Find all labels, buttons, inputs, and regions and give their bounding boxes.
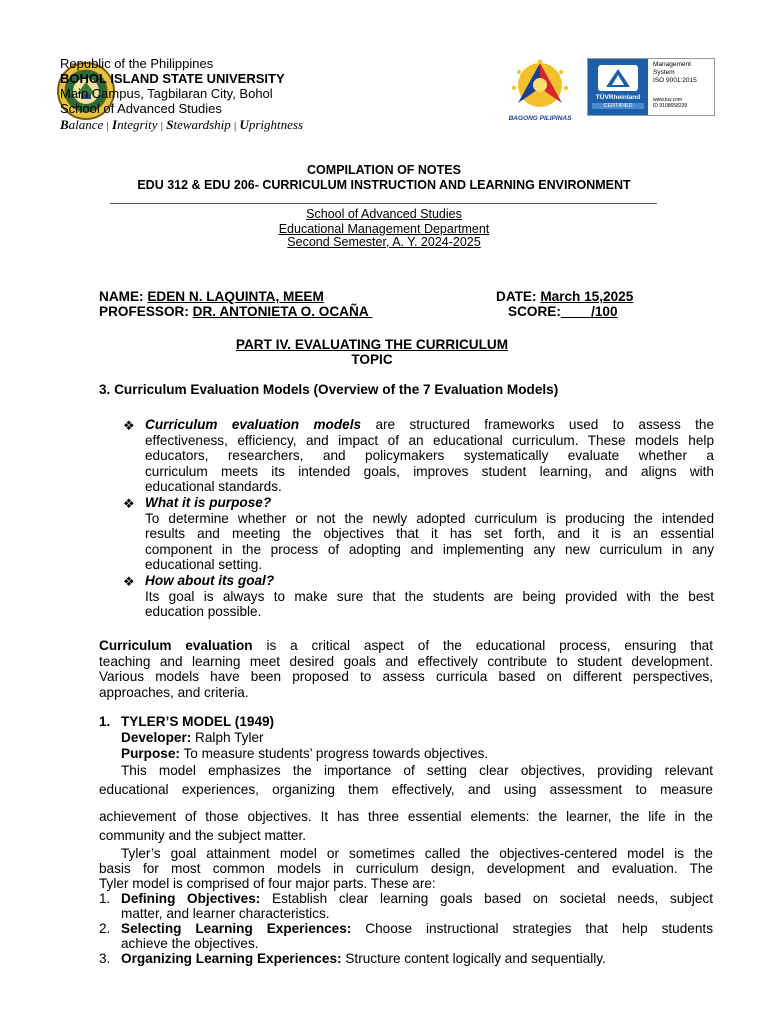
tuv-url: www.tuv.com xyxy=(653,97,683,103)
part-topic: TOPIC xyxy=(351,352,393,367)
tyler-p2-l2: basis for most common models in curriculum design, development and evaluation. The xyxy=(99,861,713,876)
tyler-p1-l2: educational experiences, organizing them effectively, and using assessment to measure xyxy=(99,782,713,797)
tyler-part-num: 1. xyxy=(99,891,111,906)
tyler-part-num: 2. xyxy=(99,921,111,936)
tyler-part-2-l2: achieve the objectives. xyxy=(121,936,259,951)
tyler-p2-l1: Tyler’s goal attainment model or sometimes called the objectives-centered model is the xyxy=(121,846,713,861)
dept-line-2: Educational Management Department xyxy=(278,222,490,236)
tyler-part-1: Defining Objectives: Establish clear learning goals based on societal needs, subject xyxy=(121,891,713,906)
bullet-diamond-icon: ❖ xyxy=(123,496,135,511)
tyler-part-2: Selecting Learning Experiences: Choose instructional strategies that help students xyxy=(121,921,713,936)
tyler-p1-l1: This model emphasizes the importance of setting clear objectives, providing relevant xyxy=(121,763,713,778)
tuv-line2: System xyxy=(653,69,675,76)
name-label: NAME: xyxy=(99,289,144,304)
bullet-diamond-icon: ❖ xyxy=(123,574,135,589)
tuv-certified: CERTIFIED xyxy=(592,103,644,109)
motto: Balance | Integrity | Stewardship | Uprightness xyxy=(60,117,304,132)
tuv-certification-logo xyxy=(587,58,715,116)
part-title: PART IV. EVALUATING THE CURRICULUM xyxy=(235,337,509,352)
bullet-diamond-icon: ❖ xyxy=(123,418,135,433)
score-value: /100 xyxy=(591,304,618,319)
tyler-part-1-l2: matter, and learner characteristics. xyxy=(121,906,330,921)
score-label: SCORE: xyxy=(508,304,561,319)
title-divider xyxy=(110,203,657,204)
date-row xyxy=(496,289,633,304)
tyler-num: 1. xyxy=(99,714,111,729)
bagong-pilipinas-logo xyxy=(500,58,580,122)
tuv-brand: TÜVRheinland xyxy=(595,94,641,101)
bullet-3: How about its goal? Its goal is always to make sure that the students are being provided with the best education possible. xyxy=(145,573,714,620)
tyler-p1-l3: achievement of those objectives. It has three essential elements: the learner, the life in the xyxy=(99,809,713,824)
tyler-developer: Developer: Ralph Tyler xyxy=(121,730,264,745)
tyler-p1-l4: community and the subject matter. xyxy=(99,828,307,843)
tuv-id: ID 9108658239 xyxy=(653,103,688,109)
tuv-line3: ISO 9001:2015 xyxy=(653,77,697,84)
name-row xyxy=(99,289,324,304)
school-text: School of Advanced Studies xyxy=(60,101,222,116)
campus-text: Main Campus, Tagbilaran City, Bohol xyxy=(60,86,273,101)
university-name: BOHOL ISLAND STATE UNIVERSITY xyxy=(60,71,285,86)
republic-text: Republic of the Philippines xyxy=(60,56,214,71)
tyler-purpose: Purpose: To measure students’ progress towards objectives. xyxy=(121,746,489,761)
name-value: EDEN N. LAQUINTA, MEEM xyxy=(147,289,324,304)
tyler-part-num: 3. xyxy=(99,951,111,966)
professor-value: DR. ANTONIETA O. OCAÑA xyxy=(192,304,369,319)
dept-line-1: School of Advanced Studies xyxy=(306,207,462,221)
tyler-heading: TYLER’S MODEL (1949) xyxy=(121,714,275,729)
date-label: DATE: xyxy=(496,289,537,304)
dept-line-3: Second Semester, A. Y. 2024-2025 xyxy=(287,235,481,249)
bullet-2: What it is purpose? To determine whether or not the newly adopted curriculum is producing the intended results and meeting the objectives that it has set forth, and it is an essential component in the process of adopting and implementing any new curriculum in any educational setting. xyxy=(145,495,714,573)
tyler-p2-l3: Tyler model is comprised of four major parts. These are: xyxy=(99,876,436,891)
tyler-part-3: Organizing Learning Experiences: Structure content logically and sequentially. xyxy=(121,951,606,966)
professor-row xyxy=(99,304,372,319)
bullet-1: Curriculum evaluation models are structured frameworks used to assess the effectiveness, efficiency, and impact of an educational curriculum. These models help educators, researchers, and policymakers systematically evaluate whether a curriculum meets its intended goals, improves student learning, and aligns with educational standards. xyxy=(145,417,715,495)
section-heading: 3. Curriculum Evaluation Models (Overview of the 7 Evaluation Models) xyxy=(99,382,559,397)
date-value: March 15,2025 xyxy=(540,289,634,304)
tuv-line1: Management xyxy=(653,61,691,68)
doc-title: COMPILATION OF NOTES xyxy=(307,163,461,177)
intro-paragraph: Curriculum evaluation is a critical aspect of the educational process, ensuring that teaching and learning meet desired goals and effectively contribute to student development. Various models have been proposed to assess curricula based on different perspectives, approaches, and criteria. xyxy=(99,638,713,700)
professor-label: PROFESSOR: xyxy=(99,304,189,319)
bagong-pilipinas-label: BAGONG PILIPINAS xyxy=(508,115,572,122)
score-row xyxy=(508,304,618,319)
course-title: EDU 312 & EDU 206- CURRICULUM INSTRUCTION AND LEARNING ENVIRONMENT xyxy=(137,178,631,192)
